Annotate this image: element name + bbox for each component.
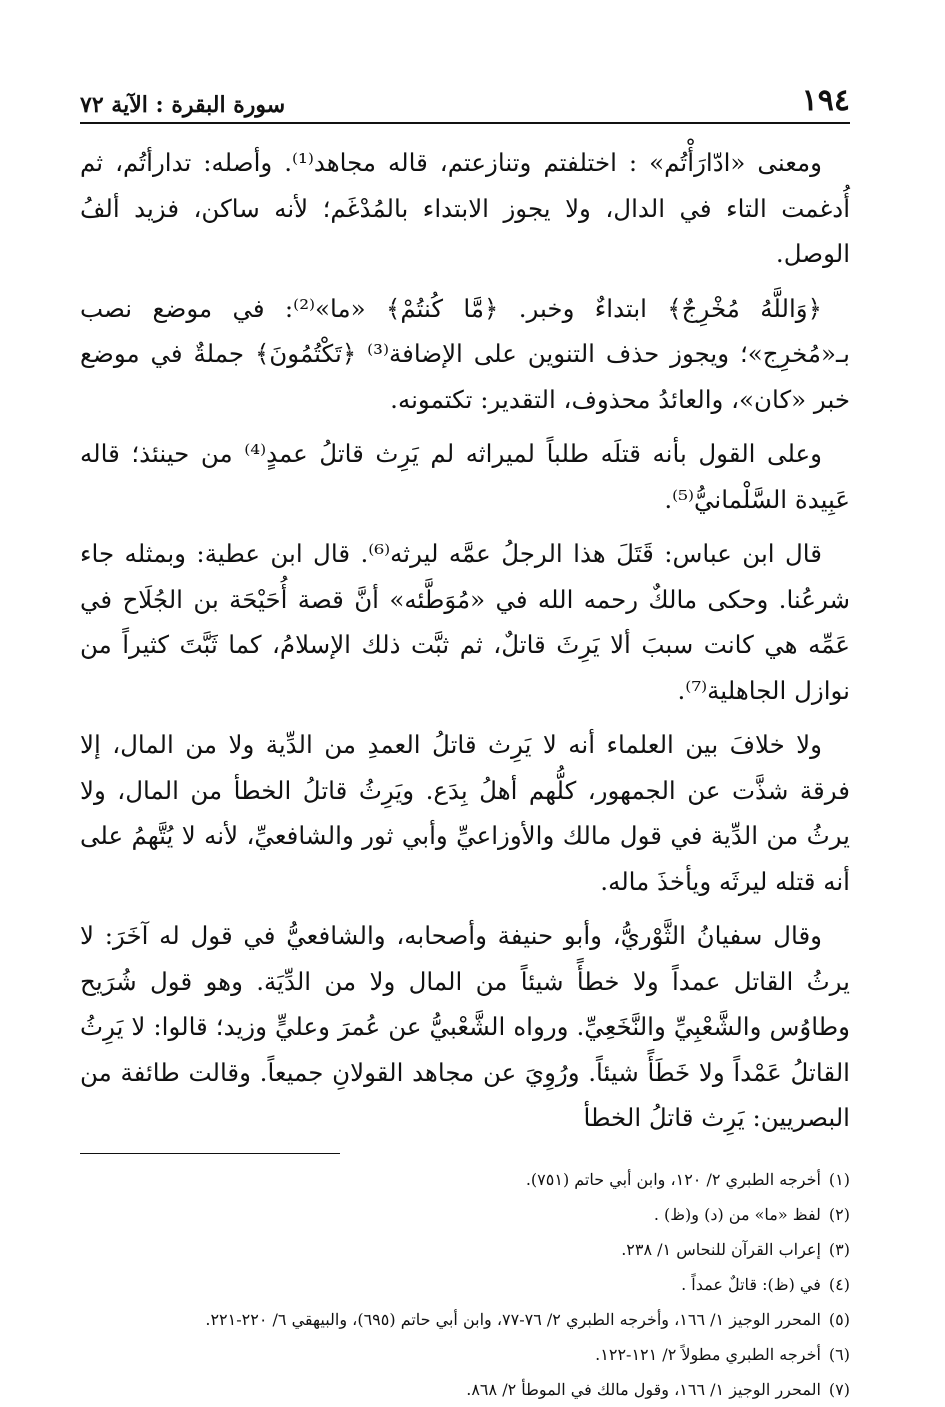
paragraph: ﴿وَاللَّهُ مُخْرِجٌ﴾ ابتداءٌ وخبر. ﴿مَّا كُنتُمْ﴾ «ما»⁽²⁾: في موضع نصب بـ«مُخرِج»؛ ويجوز حذف التنوين على الإضافة⁽³⁾ ﴿تَكْتُمُونَ﴾ جملةٌ في موضع خبر «كان»، والعائدُ محذوف، التقدير: تكتمونه. [80,293,850,414]
paragraph: وقال سفيانُ الثَّوْريُّ، وأبو حنيفة وأصحابه، والشافعيُّ في قول له آخَرَ: لا يرثُ القاتل عمداً ولا خطأً شيئاً من المال ولا من الدِّيَة. وهو قول شُرَيح وطاوُس والشَّعْبِيِّ والنَّخَعِيِّ. ورواه الشَّعْبيُّ عن عُمرَ وعليٍّ وزيد؛ قالوا: لا يَرِثُ القاتلُ عَمْداً ولا خَطَأً شيئاً. ورُوِيَ عن مجاهد القولانِ جميعاً. وقالت طائفة من البصريين: يَرِث قاتلُ الخطأ [80,921,850,1132]
footnote-separator [80,1153,340,1154]
footnote-number: (٣) [828,1239,850,1259]
footnote-number: (١) [828,1169,850,1189]
footnote-number: (٢) [828,1204,850,1224]
footnote [80,1267,850,1302]
footnotes-list [80,1162,850,1407]
paragraph: ومعنى «ادّارَأْتُم» : اختلفتم وتنازعتم، قاله مجاهد⁽¹⁾. وأصله: تدارأتُم، ثم أُدغمت التاء في الدال، ولا يجوز الابتداء بالمُدْغَم؛ لأنه ساكن، فزيد ألفُ الوصل. [80,148,850,268]
paragraph: قال ابن عباس: قَتَلَ هذا الرجلُ عمَّه ليرثه⁽⁶⁾. قال ابن عطية: وبمثله جاء شرعُنا. وحكى مالكٌ رحمه الله في «مُوَطَّئه» أنَّ قصة أُحَيْحَة بن الجُلَاح في عَمِّه هي كانت سببَ ألا يَرِثَ قاتلٌ، ثم ثبَّت ذلك الإسلامُ، كما ثَبَّتَ كثيراً من نوازل الجاهلية⁽⁷⁾. [80,539,850,705]
footnote [80,1302,850,1337]
footnote-text: لفظ «ما» من (د) و(ظ) . [653,1204,821,1224]
footnote-text: أخرجه الطبري ٢/ ١٢٠، وابن أبي حاتم (٧٥١). [525,1169,821,1189]
footnote-text: في (ظ): قاتلٌ عمداً . [681,1274,821,1294]
page-header [80,80,850,124]
footnote [80,1197,850,1232]
running-title: سورة البقرة : الآية ٧٢ [80,92,286,118]
footnote-number: (٧) [828,1379,850,1399]
paragraph: ولا خلافَ بين العلماء أنه لا يَرِث قاتلُ العمدِ من الدِّية ولا من المال، إلا فرقة شذَّت عن الجمهور، كلُّهم أهلُ بِدَع. ويَرِثُ قاتلُ الخطأ من المال، ولا يرثُ من الدِّية في قول مالك والأوزاعيِّ وأبي ثور والشافعيِّ، لأنه لا يُتَّهمُ على أنه قتله ليرثَه ويأخذَ ماله. [80,730,850,896]
paragraph: وعلى القول بأنه قتلَه طلباً لميراثه لم يَرِث قاتلُ عمدٍ⁽⁴⁾ من حينئذ؛ قاله عَبِيدة السَّلْمانيُّ⁽⁵⁾. [80,439,850,514]
footnote [80,1337,850,1372]
footnote [80,1372,850,1407]
book-page [80,80,850,1399]
footnote-text: أخرجه الطبري مطولاً ٢/ ١٢١-١٢٢. [595,1344,821,1364]
footnote-text: المحرر الوجيز ١/ ١٦٦، وأخرجه الطبري ٢/ ٧٦-٧٧، وابن أبي حاتم (٦٩٥)، والبيهقي ٦/ ٢٢٠-٢٢١. [205,1309,821,1329]
footnote [80,1232,850,1267]
footnote-number: (٥) [828,1309,850,1329]
main-text [80,140,850,1141]
footnote-number: (٦) [828,1344,850,1364]
footnote-text: المحرر الوجيز ١/ ١٦٦، وقول مالك في الموطأ ٢/ ٨٦٨. [466,1379,821,1399]
footnote [80,1162,850,1197]
footnote-text: إعراب القرآن للنحاس ١/ ٢٣٨. [621,1239,821,1259]
footnote-number: (٤) [828,1274,850,1294]
page-number: ١٩٤ [801,83,850,118]
